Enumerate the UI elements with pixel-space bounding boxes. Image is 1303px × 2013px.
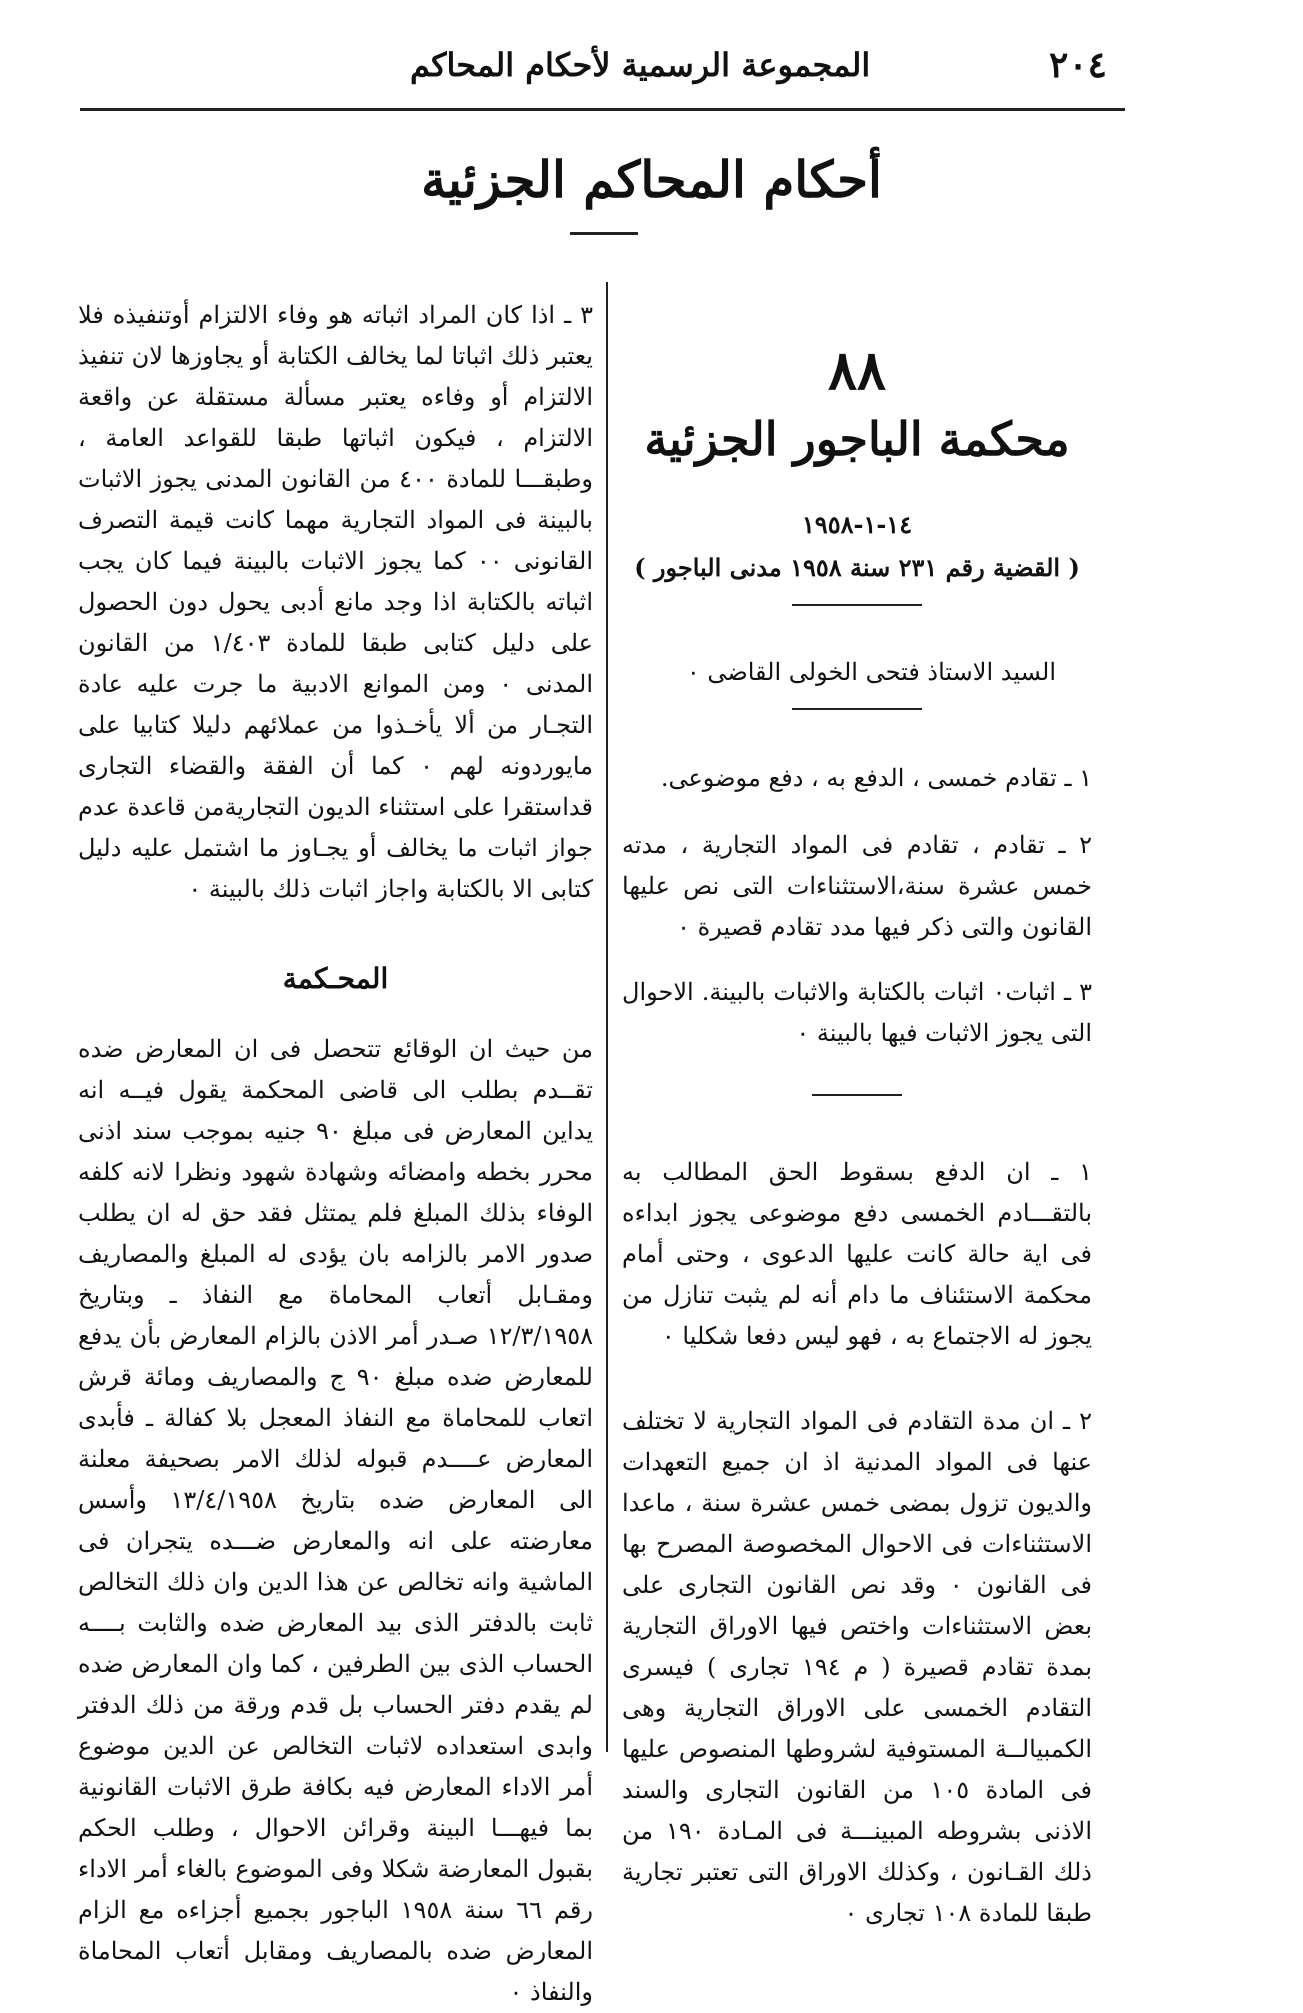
page-header xyxy=(80,38,1125,111)
court-reasoning-heading: المحـكمة xyxy=(282,962,389,995)
judge-name: السيد الاستاذ فتحى الخولى القاضى ٠ xyxy=(686,658,1056,686)
divider xyxy=(792,604,922,606)
court-name: محكمة الباجور الجزئية xyxy=(644,412,1070,466)
page-number: ٢٠٤ xyxy=(1048,44,1107,86)
case-number: ٨٨ xyxy=(827,338,886,402)
legal-principle: ٣ ـ اذا كان المراد اثباته هو وفاء الالتزام أوتنفيذه فلا يعتبر ذلك اثباتا لما يخالف الكتابة أو يجاوزها لان تنفيذ الالتزام أو وفاءه يعتبر مسألة مستقلة عن واقعة الالتزام ، فيكون اثباتها طبقا للقواعد العامة ، وطبقـــا للمادة ٤٠٠ من القانون المدنى يجوز الاثبات بالبينة فى المواد التجارية مهما كانت قيمة التصرف القانونى ٠٠ كما يجوز الاثبات بالبينة فيما كان يجب اثباته بالكتابة اذا وجد مانع أدبى يحول دون الحصول على دليل كتابى طبقا للمادة ١/٤٠٣ من القانون المدنى ٠ ومن الموانع الادبية ما جرت عليه عادة التجـار من ألا يأخـذوا من عملائهم دليلا كتابيا على مايوردونه لهم ٠ كما أن الفقة والقضاء التجارى قداستقرا على استثناء الديون التجاريةمن قاعدة عدم جواز اثبات ما يخالف أو يجـاوز ما اشتمل عليه دليل كتابى الا بالكتابة واجاز اثبات ذلك بالبينة ٠ xyxy=(78,301,594,903)
summary-item: ١ ـ تقادم خمسى ، الدفع به ، دفع موضوعى. xyxy=(660,764,1092,792)
legal-principle: ٢ ـ ان مدة التقادم فى المواد التجارية لا تختلف عنها فى المواد المدنية اذ ان جميع التعهدات والديون تزول بمضى خمس عشرة سنة ، ماعدا الاستثناءات فى الاحوال المخصوصة المصرح بها فى القانون ٠ وقد نص القانون التجارى على بعض الاستثناءات واختص فيها الاوراق التجارية بمدة تقادم قصيرة ( م ١٩٤ تجارى ) فيسرى التقادم الخمسى على الاوراق التجارية وهى الكمبيالــة المستوفية لشروطها المنصوص عليها فى المادة ١٠٥ من القانون التجارى والسند الاذنى بشروطه المبينـــة فى المـادة ١٩٠ من ذلك القـانون ، وكذلك الاوراق التى تعتبر تجارية طبقا للمادة ١٠٨ تجارى ٠ xyxy=(622,1407,1092,1927)
running-title: المجموعة الرسمية لأحكام المحاكم xyxy=(410,46,871,84)
right-column xyxy=(622,290,1092,1934)
divider xyxy=(812,1094,902,1096)
divider xyxy=(792,708,922,710)
case-date: ١٤-١-١٩٥٨ xyxy=(801,510,913,539)
legal-principle: ١ ـ ان الدفع بسقوط الحق المطالب به بالتقـــادم الخمسى دفع موضوعى يجوز ابداءه فى اية حالة كانت عليها الدعوى ، وحتى أمام محكمة الاستئناف ما دام أنه لم يثبت تنازل من يجوز له الاجتماع به ، فهو ليس دفعا شكليا ٠ xyxy=(622,1158,1092,1350)
summary-item: ٢ ـ تقادم ، تقادم فى المواد التجارية ، مدته خمس عشرة سنة،الاستثناءات التى نص عليها القانون والتى ذكر فيها مدد تقادم قصيرة ٠ xyxy=(622,831,1092,941)
left-column xyxy=(78,295,593,2013)
title-divider xyxy=(570,232,638,235)
judgment-text: من حيث ان الوقائع تتحصل فى ان المعارض ضده تقــدم بطلب الى قاضى المحكمة يقول فيــه انه يداين المعارض فى مبلغ ٩٠ جنيه بموجب سند اذنى محرر بخطه وامضائه وشهادة شهود ونظرا لانه كلفه الوفاء بذلك المبلغ فلم يمتثل فقد حق له ان يطلب صدور الامر بالزامه بان يؤدى له المبلغ والمصاريف ومقـابل أتعاب المحاماة مع النفاذ ـ وبتاريخ ١٢/٣/١٩٥٨ صـدر أمر الاذن بالزام المعارض بأن يدفع للمعارض ضده مبلغ ٩٠ ج والمصاريف ومائة قرش اتعاب للمحاماة مع النفاذ المعجل بلا كفالة ـ فأبدى المعارض عــــدم قبوله لذلك الامر بصحيفة معلنة الى المعارض ضده بتاريخ ١٣/٤/١٩٥٨ وأسس معارضته على انه والمعارض ضـــده يتجران فى الماشية وانه تخالص عن هذا الدين وان ذلك التخالص ثابت بالدفتر الذى بيد المعارض ضده والثابت بــــه الحساب الذى بين الطرفين ، كما وان المعارض ضده لم يقدم دفتر الحساب بل قدم ورقة من ذلك الدفتر وابدى استعداده لاثبات التخالص عن الدين موضوع أمر الاداء المعارض فيه بكافة طرق الاثبات القانونية بما فيهـــا البينة وقرائن الاحوال ، وطلب الحكم بقبول المعارضة شكلا وفى الموضوع بالغاء أمر الاداء رقم ٦٦ سنة ١٩٥٨ الباجور بجميع أجزاءه مع الزام المعارض ضده بالمصاريف ومقابل أتعاب المحاماة والنفاذ ٠ xyxy=(78,1035,593,2006)
case-reference: ( القضية رقم ٢٣١ سنة ١٩٥٨ مدنى الباجور ) xyxy=(634,553,1080,582)
summary-item: ٣ ـ اثبات٠ اثبات بالكتابة والاثبات بالبينة. الاحوال التى يجوز الاثبات فيها بالبينة ٠ xyxy=(622,978,1092,1047)
section-title: أحكام المحاكم الجزئية xyxy=(421,150,882,209)
column-divider xyxy=(606,282,608,1752)
